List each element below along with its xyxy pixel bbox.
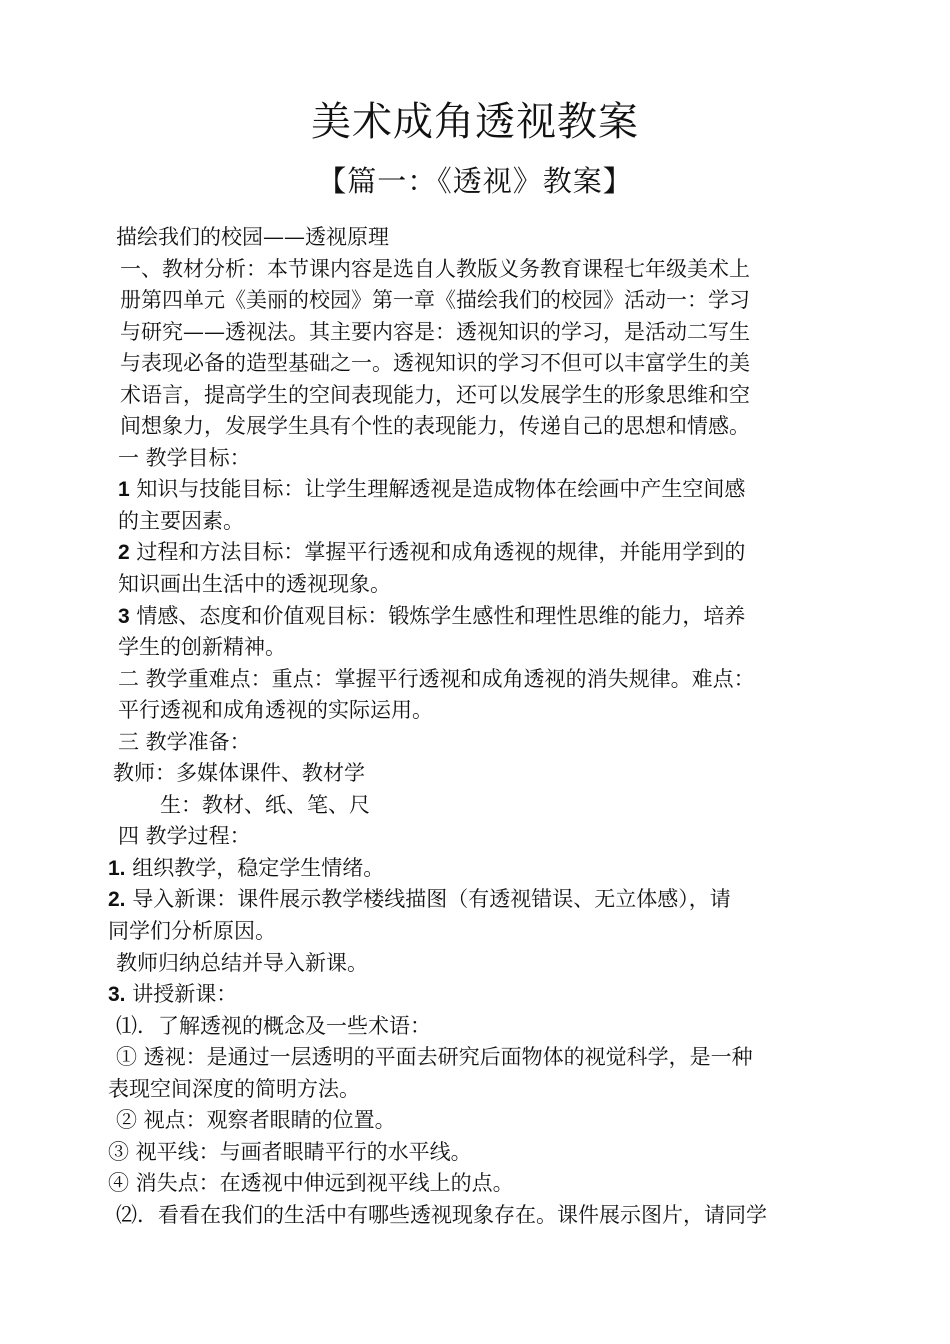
- text-line: [108, 727, 848, 759]
- line-text: 过程和方法目标：掌握平行透视和成角透视的规律，并能用学到的: [129, 540, 746, 565]
- text-line: [108, 790, 848, 822]
- text-line: [108, 443, 848, 475]
- text-line: [108, 758, 848, 790]
- line-text: 册第四单元《美丽的校园》第一章《描绘我们的校园》活动一：学习: [120, 288, 750, 313]
- list-number: 2.: [108, 888, 126, 912]
- text-line: [108, 916, 848, 948]
- line-text: 间想象力，发展学生具有个性的表现能力，传递自己的思想和情感。: [120, 414, 750, 439]
- list-number: 1.: [108, 856, 126, 880]
- text-line: [108, 884, 848, 916]
- line-text: 知识与技能目标：让学生理解透视是造成物体在绘画中产生空间感: [129, 477, 746, 502]
- line-text: 导入新课：课件展示教学楼线描图（有透视错误、无立体感），请: [125, 887, 731, 912]
- line-text: 表现空间深度的简明方法。: [108, 1076, 360, 1101]
- line-text: 与研究——透视法。其主要内容是：透视知识的学习，是活动二写生: [120, 319, 750, 344]
- line-text: 二 教学重难点：重点：掌握平行透视和成角透视的消失规律。难点：: [118, 666, 755, 691]
- text-line: [108, 632, 848, 664]
- line-text: 知识画出生活中的透视现象。: [118, 572, 391, 597]
- text-line: [108, 285, 848, 317]
- text-line: [108, 569, 848, 601]
- list-number: 3: [118, 604, 130, 628]
- text-line: [108, 380, 848, 412]
- text-line: [108, 411, 848, 443]
- list-number: 2: [118, 541, 130, 565]
- line-text: 与表现必备的造型基础之一。透视知识的学习不但可以丰富学生的美: [120, 351, 750, 376]
- text-line: [108, 222, 848, 254]
- line-text: 四 教学过程：: [118, 824, 251, 849]
- text-line: [108, 317, 848, 349]
- document-title: 美术成角透视教案: [311, 99, 639, 145]
- text-line: [108, 1042, 848, 1074]
- line-text: 描绘我们的校园——透视原理: [116, 225, 389, 249]
- text-line: [108, 1200, 848, 1232]
- line-text: ② 视点：观察者眼睛的位置。: [116, 1108, 396, 1133]
- line-text: 平行透视和成角透视的实际运用。: [118, 698, 433, 723]
- text-line: [108, 664, 848, 696]
- list-number: 3.: [108, 983, 126, 1007]
- text-line: [108, 1168, 848, 1200]
- text-line: [108, 1011, 848, 1043]
- line-text: 生：教材、纸、笔、尺: [160, 792, 370, 817]
- list-number: 1: [118, 478, 130, 502]
- text-line: [108, 821, 848, 853]
- line-text: 组织教学，稳定学生情绪。: [125, 855, 385, 880]
- text-line: [108, 979, 848, 1011]
- text-line: [108, 695, 848, 727]
- text-line: [108, 1137, 848, 1169]
- text-line: [108, 601, 848, 633]
- line-text: 教师归纳总结并导入新课。: [116, 950, 368, 975]
- text-line: [108, 506, 848, 538]
- text-line: [108, 254, 848, 286]
- line-text: ⑴．了解透视的概念及一些术语：: [116, 1013, 431, 1038]
- line-text: 一、教材分析：本节课内容是选自人教版义务教育课程七年级美术上: [120, 256, 750, 281]
- line-text: 讲授新课：: [125, 982, 238, 1007]
- text-line: [108, 537, 848, 569]
- line-text: 同学们分析原因。: [108, 919, 276, 944]
- line-text: 学生的创新精神。: [118, 635, 286, 660]
- line-text: 的主要因素。: [118, 508, 244, 533]
- text-line: [108, 948, 848, 980]
- document-subtitle: 【篇一：《透视》教案】: [317, 164, 633, 198]
- text-line: [108, 348, 848, 380]
- text-line: [108, 1105, 848, 1137]
- document-body: [108, 222, 848, 1232]
- line-text: ① 透视：是通过一层透明的平面去研究后面物体的视觉科学，是一种: [116, 1045, 753, 1070]
- text-line: [108, 474, 848, 506]
- line-text: 三 教学准备：: [118, 729, 251, 754]
- line-text: ⑵．看看在我们的生活中有哪些透视现象存在。课件展示图片，请同学: [116, 1202, 767, 1227]
- line-text: 情感、态度和价值观目标：锻炼学生感性和理性思维的能力，培养: [129, 603, 746, 628]
- line-text: ④ 消失点：在透视中伸远到视平线上的点。: [108, 1171, 514, 1196]
- text-line: [108, 1074, 848, 1106]
- line-text: 术语言，提高学生的空间表现能力，还可以发展学生的形象思维和空: [120, 382, 750, 407]
- line-text: 一 教学目标：: [118, 445, 251, 470]
- text-line: [108, 853, 848, 885]
- line-text: ③ 视平线：与画者眼睛平行的水平线。: [108, 1139, 472, 1164]
- line-text: 教师：多媒体课件、教材学: [113, 761, 365, 786]
